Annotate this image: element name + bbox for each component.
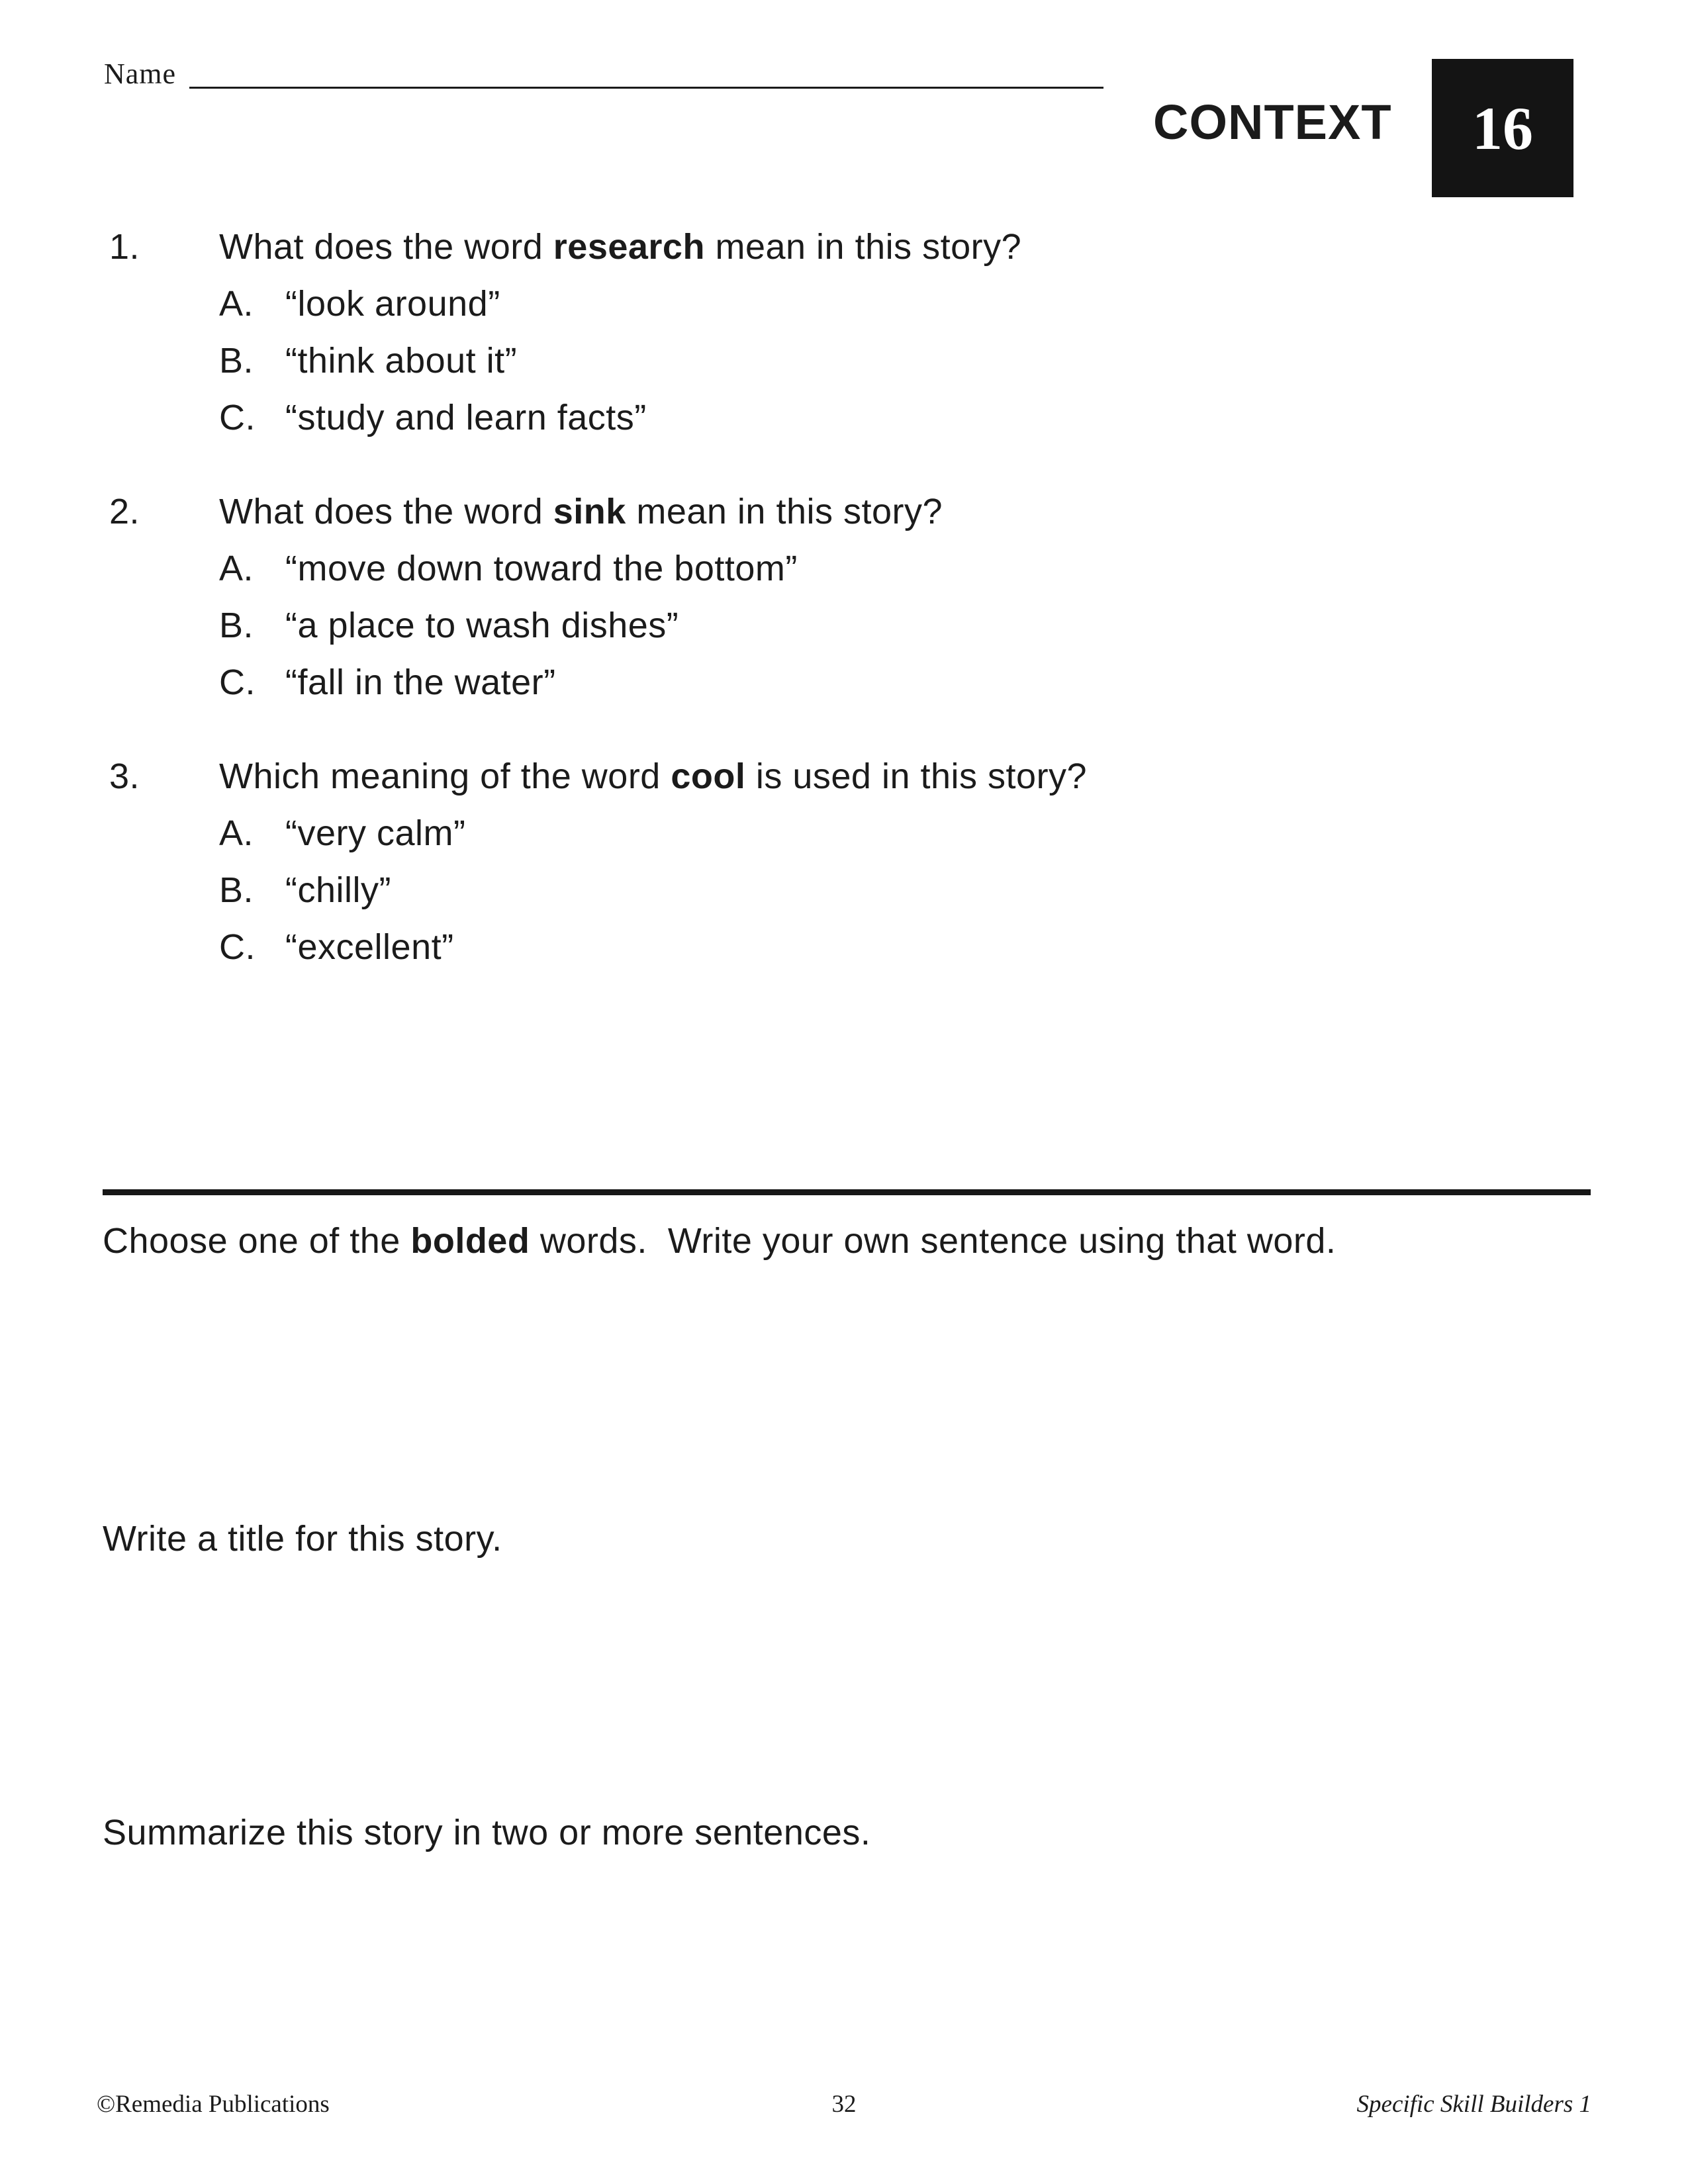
option-c[interactable] [219,389,1532,446]
question-3-text-row [109,748,1532,805]
question-bold-word: sink [553,492,626,531]
choose-prompt-suffix: words. Write your own sentence using that word. [530,1221,1336,1261]
question-3-options [219,805,1532,976]
option-c[interactable] [219,654,1532,711]
question-bold-word: cool [671,756,746,796]
question-text [219,748,1087,805]
option-letter: C. [219,398,256,437]
question-bold-word: research [553,227,705,267]
question-text-suffix: is used in this story? [745,756,1088,796]
option-text: “fall in the water” [285,662,556,702]
question-1-text-row [109,218,1532,275]
summarize-prompt: Summarize this story in two or more sentences. [103,1813,871,1852]
question-number: 2. [109,492,140,531]
section-divider-rule [103,1189,1591,1195]
option-letter: C. [219,662,256,702]
option-b[interactable] [219,597,1532,654]
title-prompt: Write a title for this story. [103,1519,502,1559]
option-a[interactable] [219,275,1532,332]
book-title: Specific Skill Builders 1 [1356,2091,1592,2118]
publisher-credit: ©Remedia Publications [97,2091,330,2118]
name-label: Name [104,58,177,90]
option-text: “look around” [285,284,500,324]
page-footer [97,2090,1591,2118]
name-row [104,58,1103,90]
option-b[interactable] [219,862,1532,919]
option-text: “a place to wash dishes” [285,606,679,645]
lesson-number: 16 [1472,94,1533,162]
option-letter: A. [219,284,254,324]
choose-prompt-bold-word: bolded [410,1221,530,1261]
lesson-number-badge [1432,59,1573,197]
option-text: “move down toward the bottom” [285,549,798,588]
option-text: “study and learn facts” [285,398,647,437]
option-letter: A. [219,813,254,853]
page-title: CONTEXT [1153,95,1392,150]
option-letter: C. [219,927,256,967]
question-text-prefix: Which meaning of the word [219,756,671,796]
question-text-suffix: mean in this story? [704,227,1022,267]
question-text-prefix: What does the word [219,227,553,267]
question-1-options [219,275,1532,446]
option-letter: A. [219,549,254,588]
name-input-line[interactable] [189,87,1103,89]
question-1 [109,218,1532,446]
option-c[interactable] [219,919,1532,976]
title-answer-space[interactable] [103,1585,1591,1787]
question-number: 3. [109,756,140,796]
option-letter: B. [219,341,254,381]
questions-section [109,218,1532,1013]
question-2-options [219,540,1532,711]
choose-word-prompt [103,1212,1599,1269]
option-a[interactable] [219,540,1532,597]
option-text: “very calm” [285,813,466,853]
sentence-answer-space[interactable] [103,1287,1591,1492]
question-text-suffix: mean in this story? [626,492,943,531]
summary-answer-space[interactable] [103,1880,1591,2071]
option-text: “excellent” [285,927,454,967]
question-text [219,218,1021,275]
option-text: “chilly” [285,870,391,910]
option-letter: B. [219,606,254,645]
option-a[interactable] [219,805,1532,862]
question-text-prefix: What does the word [219,492,553,531]
question-text [219,483,943,540]
question-number: 1. [109,227,140,267]
option-b[interactable] [219,332,1532,389]
question-3 [109,748,1532,976]
page-number: 32 [831,2091,857,2118]
question-2-text-row [109,483,1532,540]
option-letter: B. [219,870,254,910]
question-2 [109,483,1532,711]
choose-prompt-prefix: Choose one of the [103,1221,411,1261]
option-text: “think about it” [285,341,518,381]
